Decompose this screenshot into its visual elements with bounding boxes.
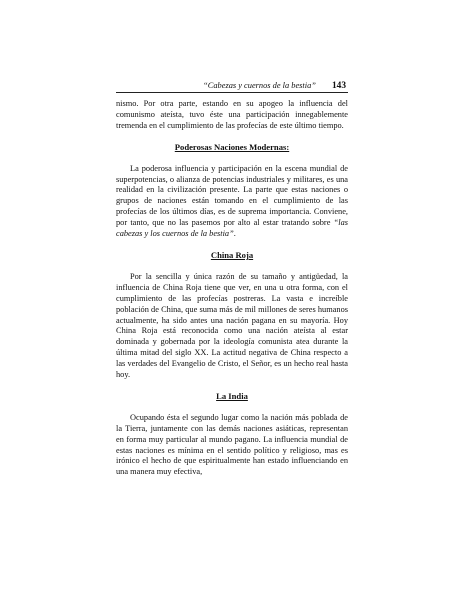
page-body <box>116 99 348 478</box>
header-rule <box>116 92 348 93</box>
heading-la-india: La India <box>216 390 248 401</box>
quote-cabezas-cuernos: “las cabezas y los cuernos de la bestia” <box>116 218 349 239</box>
page-number: 143 <box>331 81 346 91</box>
intro-paragraph: nismo. Por otra parte, estando en su apogeo la influencia del comunismo ateísta, tuvo éste una participación innegablemente tremenda en el cumplimiento de las profecías de este último tiempo. <box>116 99 348 130</box>
paragraph-china: Por la sencilla y única razón de su tamaño y antigüedad, la influencia de China Roja tiene que ver, en una u otra forma, con el cumplimiento de las profecías postreras. La vasta e increíble población de China, que suma más de mil millones de seres humanos actualmente, ha sido antes una nación pagana en su mayoría. Hoy China Roja está reconocida como una nación ateísta al estar dominada y gobernada por la ideología comunista atea durante la última mitad del siglo XX. La actitud negativa de China respecto a las verdades del Evangelio de Cristo, el Señor, es un hecho real hasta hoy. <box>116 271 348 380</box>
running-head <box>116 80 346 92</box>
paragraph-india: Ocupando ésta el segundo lugar como la nación más poblada de la Tierra, juntamente con las demás naciones asiáticas, representan en forma muy particular al mundo pagano. La influencia mundial de estas naciones es mínima en el sentido político y religioso, mas es irónico el hecho de que espiritualmente han estado influenciando en una manera muy efectiva, <box>116 412 348 477</box>
paragraph-naciones <box>116 164 348 240</box>
paragraph-naciones-end: . <box>233 229 236 239</box>
heading-china-roja: China Roja <box>210 249 254 260</box>
running-title: “Cabezas y cuernos de la bestia” <box>203 81 316 90</box>
paragraph-naciones-text: La poderosa influencia y participación en la escena mundial de superpotencias, o alianza de potencias industriales y militares, es una realidad en la civilización presente. La parte que estas naciones o grupos de naciones están tomando en el cumplimiento de las profecías de los últimos días, es de suprema importancia. Conviene, por tanto, que no las pasemos por alto al estar tratando sobre <box>116 163 348 228</box>
heading-poderosas-naciones: Poderosas Naciones Modernas: <box>174 141 290 152</box>
